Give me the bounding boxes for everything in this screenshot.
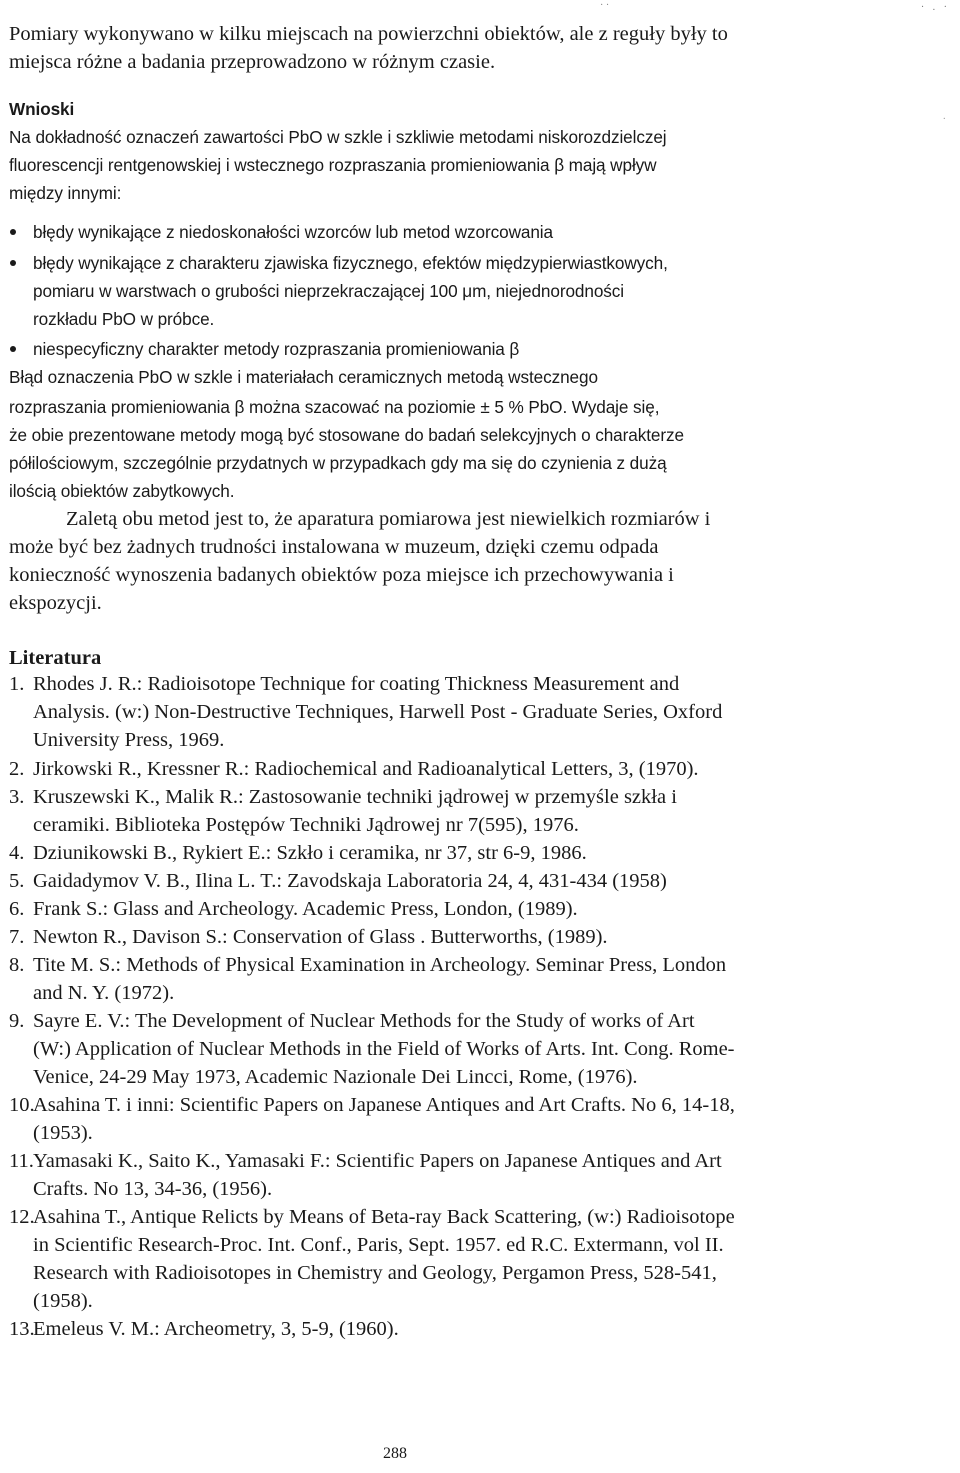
literature-entry-number: 8. xyxy=(9,954,25,976)
literature-entry-number: 9. xyxy=(9,1010,25,1032)
paragraph-line: Zaletą obu metod jest to, że aparatura pomiarowa jest niewielkich rozmiarów i xyxy=(66,508,711,530)
bullet-text: błędy wynikające z niedoskonałości wzorców lub metod wzorcowania xyxy=(33,222,553,242)
literature-entry-text: Research with Radioisotopes in Chemistry and Geology, Pergamon Press, 528-541, xyxy=(33,1262,717,1284)
literature-entry-text: Frank S.: Glass and Archeology. Academic Press, London, (1989). xyxy=(33,898,578,920)
scan-speck: · xyxy=(942,114,946,125)
literature-entry-number: 12. xyxy=(9,1206,35,1228)
conclusions-heading: Wnioski xyxy=(9,99,75,119)
literature-entry-text: Asahina T. i inni: Scientific Papers on Japanese Antiques and Art Crafts. No 6, 14-18, xyxy=(33,1094,735,1116)
literature-entry-number: 13. xyxy=(9,1318,35,1340)
bullet-icon xyxy=(10,260,16,266)
literature-entry-text: (1958). xyxy=(33,1290,93,1312)
literature-entry-number: 5. xyxy=(9,870,25,892)
literature-entry-text: Asahina T., Antique Relicts by Means of Beta-ray Back Scattering, (w:) Radioisotope xyxy=(33,1206,735,1228)
paragraph-line: rozpraszania promieniowania β można szacować na poziomie ± 5 % PbO. Wydaje się, xyxy=(9,397,660,417)
literature-entry-text: (1953). xyxy=(33,1122,93,1144)
conclusions-intro-line: fluorescencji rentgenowskiej i wstecznego rozpraszania promieniowania β mają wpływ xyxy=(9,155,657,175)
bullet-text: błędy wynikające z charakteru zjawiska fizycznego, efektów międzypierwiastkowych, xyxy=(33,253,668,273)
literature-entry-text: in Scientific Research-Proc. Int. Conf., Paris, Sept. 1957. ed R.C. Extermann, vol II. xyxy=(33,1234,724,1256)
bullet-text: niespecyficzny charakter metody rozpraszania promieniowania β xyxy=(33,339,520,359)
literature-entry-number: 11. xyxy=(9,1150,34,1172)
literature-entry-text: and N. Y. (1972). xyxy=(33,982,175,1004)
literature-entry-number: 4. xyxy=(9,842,25,864)
literature-entry-text: (W:) Application of Nuclear Methods in the Field of Works of Arts. Int. Cong. Rome- xyxy=(33,1038,735,1060)
literature-entry-text: Sayre E. V.: The Development of Nuclear Methods for the Study of works of Art xyxy=(33,1010,695,1032)
literature-entry-text: Tite M. S.: Methods of Physical Examination in Archeology. Seminar Press, London xyxy=(33,954,727,976)
bullet-text: rozkładu PbO w próbce. xyxy=(33,309,215,329)
literature-entry-number: 3. xyxy=(9,786,25,808)
literature-entry-text: Kruszewski K., Malik R.: Zastosowanie techniki jądrowej w przemyśle szkła i xyxy=(33,786,677,808)
literature-entry-text: Emeleus V. M.: Archeometry, 3, 5-9, (1960). xyxy=(33,1318,399,1340)
literature-entry-number: 7. xyxy=(9,926,25,948)
bullet-icon xyxy=(10,346,16,352)
conclusions-intro-line: między innymi: xyxy=(9,183,122,203)
literature-entry-text: Rhodes J. R.: Radioisotope Technique for coating Thickness Measurement and xyxy=(33,673,680,695)
intro-line: miejsca różne a badania przeprowadzono w różnym czasie. xyxy=(9,51,496,73)
scan-speck: · · xyxy=(600,0,610,11)
conclusions-intro-line: Na dokładność oznaczeń zawartości PbO w szkle i szkliwie metodami niskorozdzielczej xyxy=(9,127,667,147)
literature-entry-number: 6. xyxy=(9,898,25,920)
literature-heading: Literatura xyxy=(9,647,102,669)
paragraph-line: Błąd oznaczenia PbO w szkle i materiałach ceramicznych metodą wstecznego xyxy=(9,367,598,387)
bullet-text: pomiaru w warstwach o grubości nieprzekraczającej 100 μm, niejednorodności xyxy=(33,281,624,301)
literature-entry-number: 2. xyxy=(9,758,25,780)
literature-entry-text: University Press, 1969. xyxy=(33,729,225,751)
literature-entry-text: Newton R., Davison S.: Conservation of Glass . Butterworths, (1989). xyxy=(33,926,608,948)
literature-entry-number: 10. xyxy=(9,1094,35,1116)
intro-line: Pomiary wykonywano w kilku miejscach na powierzchni obiektów, ale z reguły były to xyxy=(9,23,728,45)
scan-specks: · . · xyxy=(920,2,950,13)
literature-entry-text: Jirkowski R., Kressner R.: Radiochemical and Radioanalytical Letters, 3, (1970). xyxy=(33,758,699,780)
literature-entry-text: Yamasaki K., Saito K., Yamasaki F.: Scientific Papers on Japanese Antiques and Art xyxy=(33,1150,722,1172)
paragraph-line: może być bez żadnych trudności instalowana w muzeum, dzięki czemu odpada xyxy=(9,536,659,558)
literature-entry-text: Analysis. (w:) Non-Destructive Techniques, Harwell Post - Graduate Series, Oxford xyxy=(33,701,723,723)
paragraph-line: ekspozycji. xyxy=(9,592,102,614)
literature-entry-number: 1. xyxy=(9,673,25,695)
literature-entry-text: ceramiki. Biblioteka Postępów Techniki Jądrowej nr 7(595), 1976. xyxy=(33,814,579,836)
paragraph-line: półilościowym, szczególnie przydatnych w przypadkach gdy ma się do czynienia z dużą xyxy=(9,453,667,473)
literature-entry-text: Dziunikowski B., Rykiert E.: Szkło i ceramika, nr 37, str 6-9, 1986. xyxy=(33,842,587,864)
literature-entry-text: Venice, 24-29 May 1973, Academic Nazionale Dei Lincci, Rome, (1976). xyxy=(33,1066,638,1088)
paragraph-line: ilością obiektów zabytkowych. xyxy=(9,481,235,501)
paragraph-line: że obie prezentowane metody mogą być stosowane do badań selekcyjnych o charakterze xyxy=(9,425,684,445)
bullet-icon xyxy=(10,229,16,235)
literature-entry-text: Crafts. No 13, 34-36, (1956). xyxy=(33,1178,273,1200)
paragraph-line: konieczność wynoszenia badanych obiektów poza miejsce ich przechowywania i xyxy=(9,564,674,586)
literature-entry-text: Gaidadymov V. B., Ilina L. T.: Zavodskaja Laboratoria 24, 4, 431-434 (1958) xyxy=(33,870,667,892)
page-number: 288 xyxy=(383,1445,407,1462)
